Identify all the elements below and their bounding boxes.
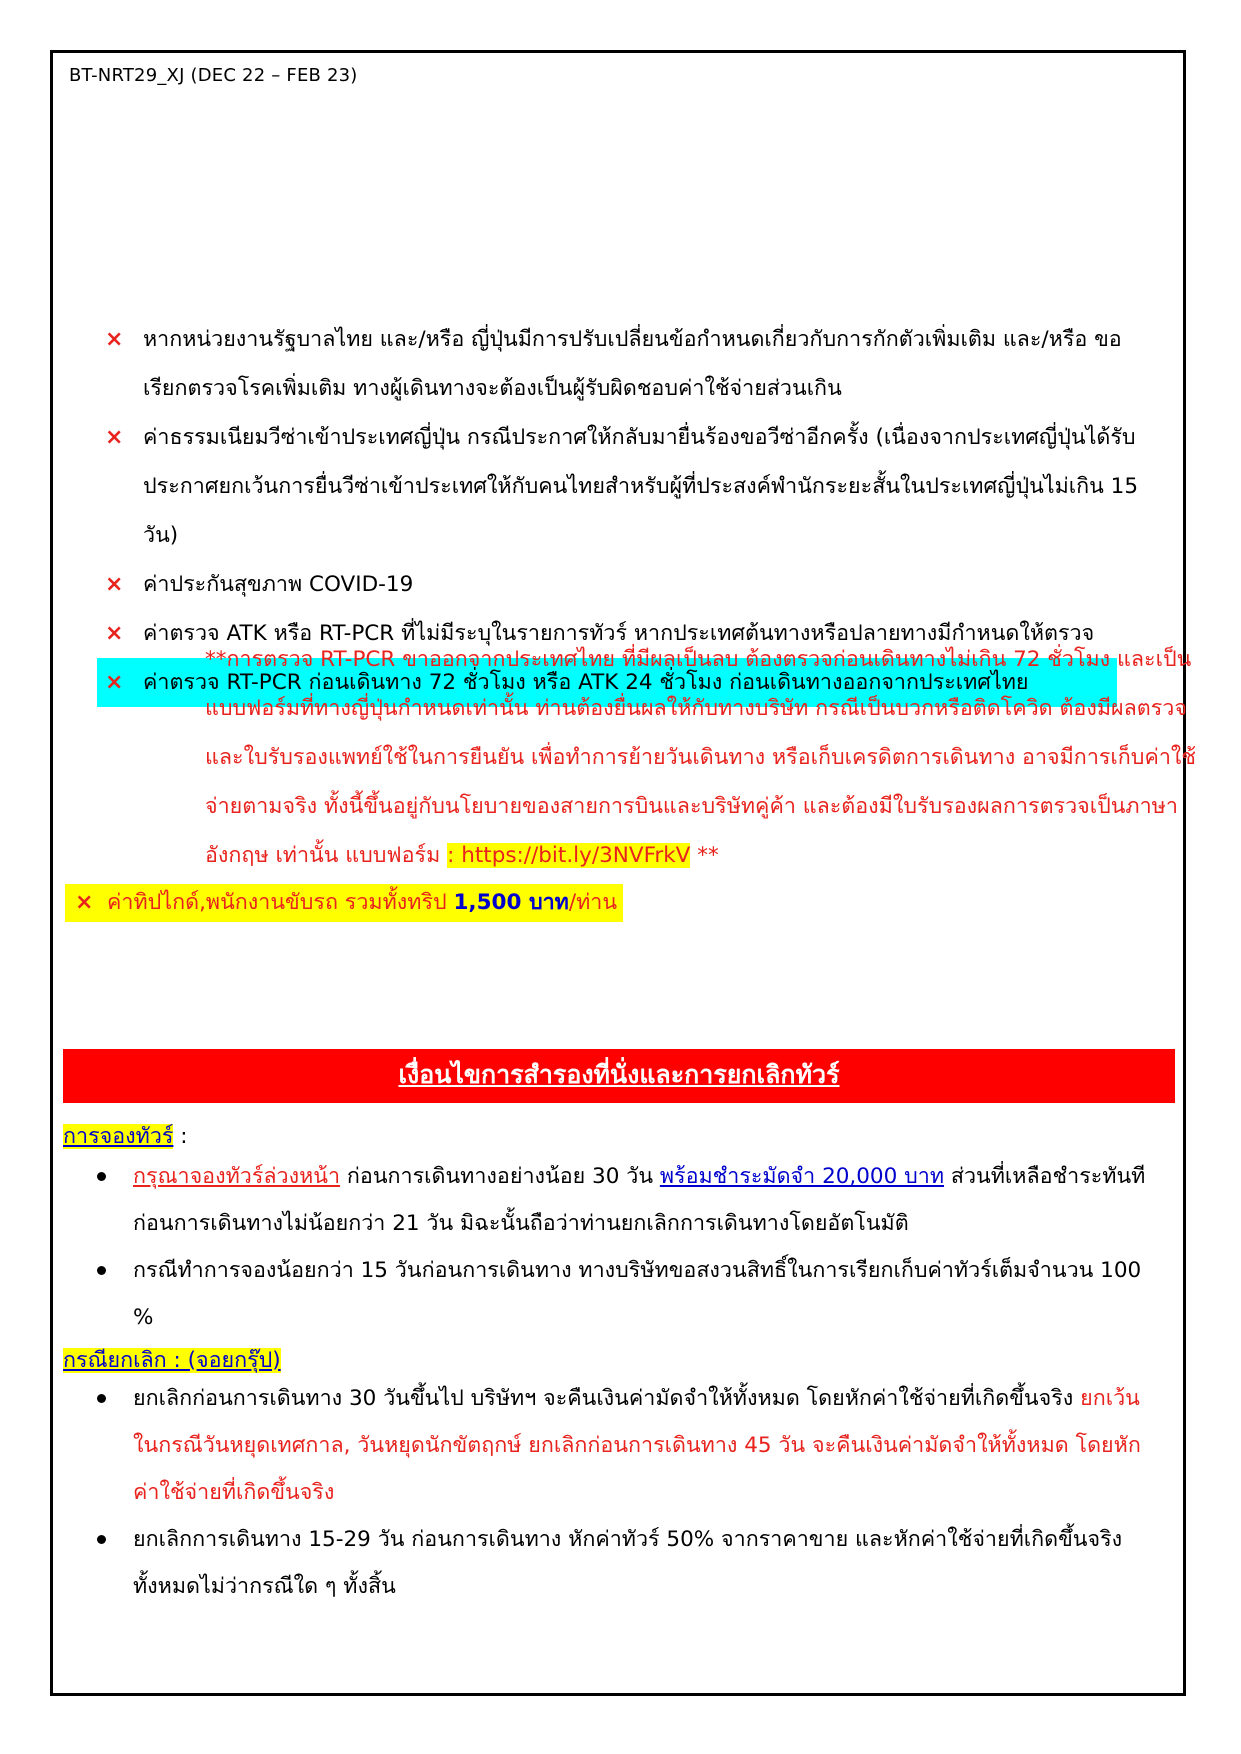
- deposit-text: พร้อมชำระมัดจำ 20,000 บาท: [659, 1164, 945, 1189]
- cancel-heading: [63, 1343, 281, 1377]
- exclusion-item: [105, 560, 1165, 609]
- exclusion-text: หากหน่วยงานรัฐบาลไทย และ/หรือ ญี่ปุ่นมีการปรับเปลี่ยนข้อกำหนดเกี่ยวกับการกักตัวเพิ่มเติม และ/หรือ ขอเรียกตรวจโรคเพิ่มเติม ทางผู้เดินทางจะต้องเป็นผู้รับผิดชอบค่าใช้จ่ายส่วนเกิน: [143, 327, 1122, 401]
- cross-icon: ×: [75, 890, 94, 915]
- booking-list: [95, 1153, 1165, 1341]
- exclusion-text: ค่าตรวจ RT-PCR ก่อนเดินทาง 72 ชั่วโมง หรือ ATK 24 ชั่วโมง ก่อนเดินทางออกจากประเทศไทย: [143, 670, 1029, 695]
- bullet-icon: [97, 1266, 106, 1275]
- bullet-icon: [97, 1172, 106, 1181]
- cancel-exception-text: ยกเว้นในกรณีวันหยุดเทศกาล, วันหยุดนักขัตฤกษ์ ยกเลิกก่อนการเดินทาง 45 วัน จะคืนเงินค่ามัดจำให้ทั้งหมด โดยหักค่าใช้จ่ายที่เกิดขึ้นจริง: [133, 1386, 1141, 1505]
- document-code: BT-NRT29_XJ (DEC 22 – FEB 23): [69, 65, 358, 86]
- booking-heading: [63, 1119, 188, 1153]
- tip-text: ค่าทิปไกด์,พนักงานขับรถ รวมทั้งทริป: [107, 890, 454, 915]
- booking-item-text: กรณีทำการจองน้อยกว่า 15 วันก่อนการเดินทาง ทางบริษัทขอสงวนสิทธิ์ในการเรียกเก็บค่าทัวร์เต็มจำนวน 100 %: [133, 1258, 1142, 1330]
- booking-item: [95, 1247, 1165, 1341]
- cross-icon: ×: [105, 425, 124, 450]
- conditions-banner: เงื่อนไขการสำรองที่นั่งและการยกเลิกทัวร์: [63, 1049, 1175, 1103]
- booking-item: [95, 1153, 1165, 1247]
- cross-icon: ×: [105, 670, 124, 695]
- cross-icon: ×: [105, 327, 124, 352]
- pcr-note-tail: **: [690, 843, 719, 868]
- tip-item: [65, 884, 623, 922]
- cancel-item: [95, 1516, 1165, 1610]
- exclusion-item: [105, 413, 1165, 560]
- cross-icon: ×: [105, 621, 124, 646]
- bullet-icon: [97, 1394, 106, 1403]
- exclusion-text: ค่าธรรมเนียมวีซ่าเข้าประเทศญี่ปุ่น กรณีประกาศให้กลับมายื่นร้องขอวีซ่าอีกครั้ง (เนื่องจากประเทศญี่ปุ่นได้รับประกาศยกเว้นการยื่นวีซ่าเข้าประเทศให้กับคนไทยสำหรับผู้ที่ประสงค์พำนักระยะสั้นในประเทศญี่ปุ่นไม่เกิน 15 วัน): [143, 425, 1139, 548]
- pcr-note-text: **การตรวจ RT-PCR ขาออกจากประเทศไทย ที่มีผลเป็นลบ ต้องตรวจก่อนเดินทางไม่เกิน 72 ชั่วโมง และเป็นแบบฟอร์มที่ทางญี่ปุ่นกำหนดเท่านั้น ท่านต้องยื่นผลให้กับทางบริษัท กรณีเป็นบวกหรือติดโควิด ต้องมีผลตรวจและใบรับรองแพทย์ใช้ในการยืนยัน เพื่อทำการย้ายวันเดินทาง หรือเก็บเครดิตการเดินทาง อาจมีการเก็บค่าใช้จ่ายตามจริง ทั้งนี้ขึ้นอยู่กับนโยบายของสายการบินและบริษัทคู่ค้า และต้องมีใบรับรองผลการตรวจเป็นภาษาอังกฤษ เท่านั้น แบบฟอร์ม: [205, 647, 1196, 868]
- booking-heading-label: การจองทัวร์: [63, 1124, 174, 1149]
- pcr-note-block: [53, 635, 1215, 922]
- bullet-icon: [97, 1535, 106, 1544]
- booking-heading-suffix: :: [173, 1124, 188, 1149]
- booking-rest-text: ส่วนที่เหลือชำระทันทีก่อนการเดินทางไม่น้อยกว่า 21 วัน มิฉะนั้นถือว่าท่านยกเลิกการเดินทางโดยอัตโนมัติ: [133, 1164, 1146, 1236]
- tip-suffix: /ท่าน: [568, 890, 618, 915]
- booking-mid-text: ก่อนการเดินทางอย่างน้อย 30 วัน: [340, 1164, 660, 1189]
- cancel-heading-label: กรณียกเลิก : (จอยกรุ๊ป): [63, 1348, 281, 1373]
- pcr-note: [105, 635, 1215, 880]
- exclusion-item: [105, 315, 1165, 413]
- exclusion-text: ค่าตรวจ ATK หรือ RT-PCR ที่ไม่มีระบุในรายการทัวร์ หากประเทศต้นทางหรือปลายทางมีกำหนดให้ตรวจ: [143, 621, 1095, 646]
- cancel-item-text: ยกเลิกการเดินทาง 15-29 วัน ก่อนการเดินทาง หักค่าทัวร์ 50% จากราคาขาย และหักค่าใช้จ่ายที่เกิดขึ้นจริงทั้งหมดไม่ว่ากรณีใด ๆ ทั้งสิ้น: [133, 1527, 1123, 1599]
- cancel-item: [95, 1375, 1165, 1516]
- document-page: [50, 50, 1196, 1696]
- form-link[interactable]: : https://bit.ly/3NVFrkV: [447, 843, 691, 868]
- booking-advance-label: กรุณาจองทัวร์ล่วงหน้า: [133, 1164, 341, 1189]
- exclusion-text: ค่าประกันสุขภาพ COVID-19: [143, 572, 414, 597]
- cancel-list: [95, 1375, 1165, 1610]
- cancel-item-text: ยกเลิกก่อนการเดินทาง 30 วันขึ้นไป บริษัทฯ จะคืนเงินค่ามัดจำให้ทั้งหมด โดยหักค่าใช้จ่ายที่เกิดขึ้นจริง: [133, 1386, 1081, 1411]
- cross-icon: ×: [105, 572, 124, 597]
- tip-amount: 1,500 บาท: [453, 890, 569, 915]
